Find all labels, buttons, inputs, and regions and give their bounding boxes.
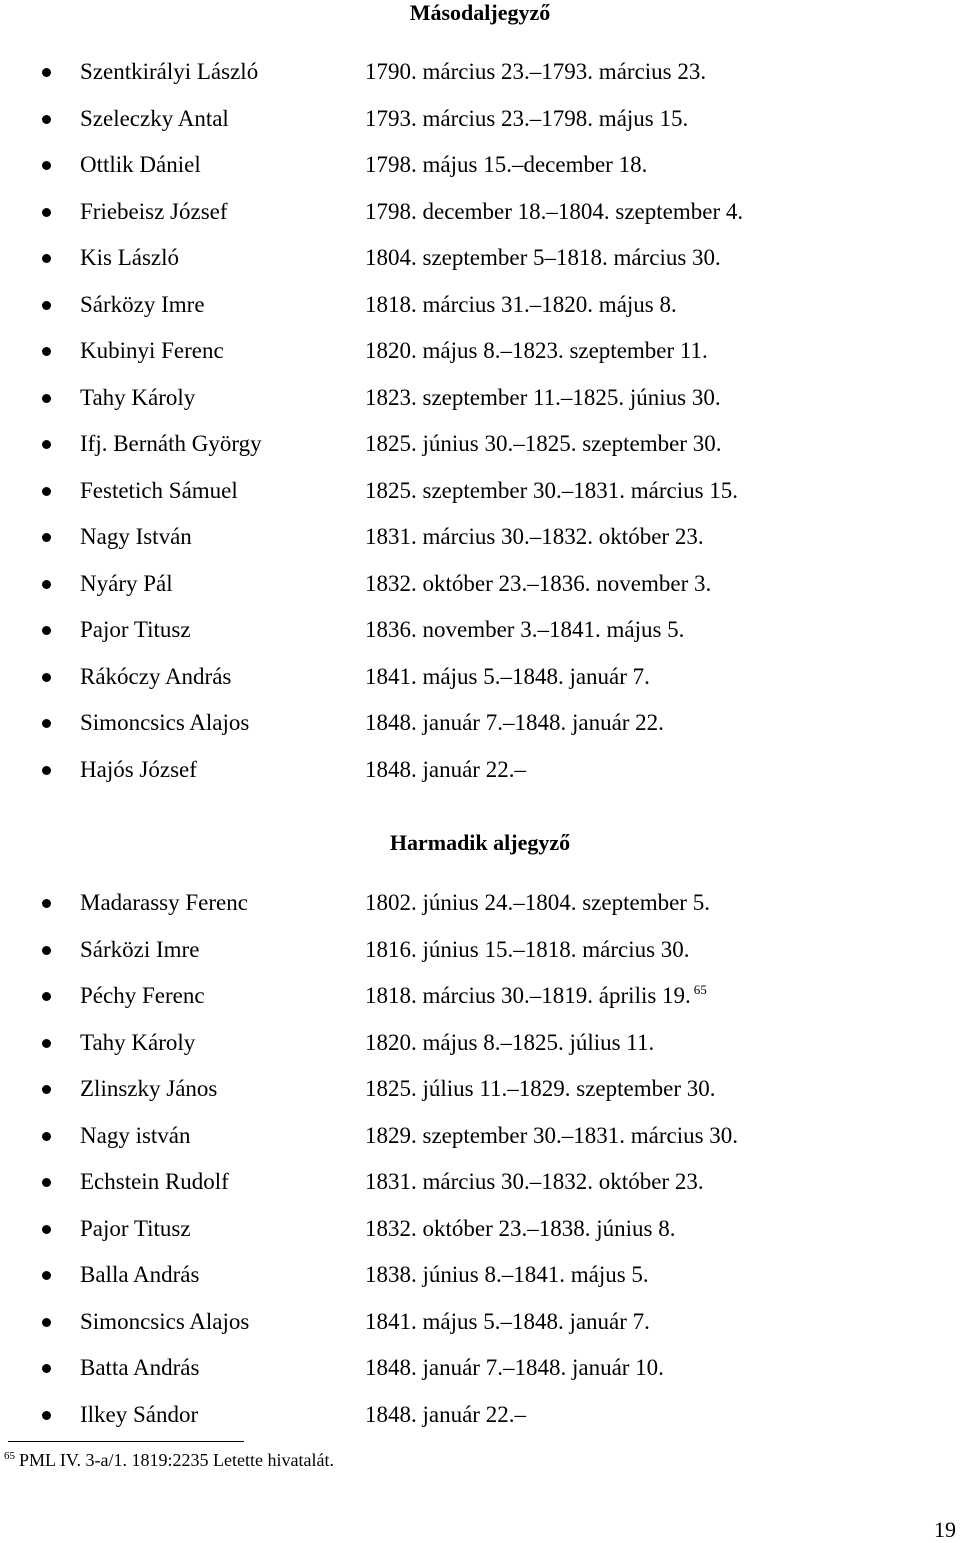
bullet-icon (42, 347, 51, 356)
term-dates-text: 1820. május 8.–1823. szeptember 11. (365, 338, 708, 363)
list-item (0, 708, 960, 755)
term-dates (365, 290, 677, 320)
term-dates (365, 1400, 526, 1430)
list-item (0, 615, 960, 662)
bullet-icon (42, 394, 51, 403)
list-item (0, 1260, 960, 1307)
list-item (0, 935, 960, 982)
term-dates-text: 1823. szeptember 11.–1825. június 30. (365, 384, 721, 410)
term-dates-text: 1829. szeptember 30.–1831. március 30. (365, 1122, 739, 1148)
list-item (0, 197, 960, 244)
bullet-icon (42, 719, 51, 728)
term-dates (365, 522, 704, 552)
person-name: Sárközi Imre (80, 936, 200, 962)
list-item (0, 888, 960, 935)
person-name: Simoncsics Alajos (80, 710, 250, 735)
list-item (0, 662, 960, 709)
list-item (0, 243, 960, 290)
list-item (0, 569, 960, 616)
person-name: Nagy István (80, 524, 192, 549)
list-item (0, 522, 960, 569)
list-item (0, 755, 960, 802)
person-name: Tahy Károly (80, 1029, 196, 1055)
person-name: Simoncsics Alajos (80, 1308, 250, 1334)
bullet-icon (42, 626, 51, 635)
list-item (0, 336, 960, 383)
term-dates-text: 1831. március 30.–1832. október 23. (365, 1169, 704, 1194)
bullet-icon (42, 766, 51, 775)
term-dates-text: 1790. március 23.–1793. március 23. (365, 59, 707, 84)
bullet-icon (42, 1271, 51, 1280)
bullet-icon (42, 946, 51, 955)
person-name: Pajor Titusz (80, 617, 191, 642)
footnote (4, 1448, 334, 1472)
person-name: Nagy istván (80, 1122, 191, 1148)
person-name: Szentkirályi László (80, 59, 259, 84)
footnote-separator (8, 1441, 244, 1442)
term-dates-text: 1841. május 5.–1848. január 7. (365, 1308, 650, 1334)
person-name: Kubinyi Ferenc (80, 338, 224, 363)
term-dates-text: 1818. március 30.–1819. április 19. (365, 983, 691, 1008)
term-dates-text: 1804. szeptember 5–1818. március 30. (365, 245, 721, 270)
term-dates (365, 1214, 676, 1244)
bullet-icon (42, 1318, 51, 1327)
bullet-icon (42, 673, 51, 682)
term-dates (365, 243, 721, 273)
bullet-icon (42, 1411, 51, 1420)
bullet-icon (42, 992, 51, 1001)
footnote-reference[interactable]: 65 (693, 982, 707, 998)
bullet-icon (42, 254, 51, 263)
term-dates (365, 336, 708, 366)
section-title-harmadik-aljegyzo: Harmadik aljegyző (389, 830, 571, 855)
person-name: Balla András (80, 1262, 200, 1287)
term-dates (365, 1074, 716, 1104)
term-dates-text: 1798. december 18.–1804. szeptember 4. (365, 198, 744, 224)
term-dates-text: 1848. január 22.– (365, 1401, 526, 1427)
term-dates (365, 615, 684, 645)
bullet-icon (42, 899, 51, 908)
person-name: Madarassy Ferenc (80, 890, 248, 915)
term-dates-text: 1825. június 30.–1825. szeptember 30. (365, 431, 722, 456)
term-dates (365, 755, 526, 785)
term-dates-text: 1818. március 31.–1820. május 8. (365, 291, 677, 317)
bullet-icon (42, 440, 51, 449)
footnote-number: 65 (4, 1450, 15, 1462)
bullet-icon (42, 1085, 51, 1094)
term-dates (365, 383, 721, 413)
person-name: Festetich Sámuel (80, 477, 238, 503)
person-name: Ottlik Dániel (80, 152, 201, 177)
person-name: Ilkey Sándor (80, 1401, 199, 1427)
list-item (0, 383, 960, 430)
term-dates (365, 429, 721, 459)
person-name: Péchy Ferenc (80, 983, 205, 1008)
bullet-icon (42, 161, 51, 170)
section-title-masodaljegyzo: Másodaljegyző (409, 0, 551, 25)
term-dates-text: 1838. június 8.–1841. május 5. (365, 1262, 649, 1287)
term-dates (365, 935, 690, 965)
bullet-icon (42, 487, 51, 496)
term-dates (365, 888, 710, 918)
person-name: Hajós József (80, 756, 197, 782)
list-item (0, 1074, 960, 1121)
bullet-icon (42, 1225, 51, 1234)
page-number: 19 (934, 1517, 956, 1542)
person-name: Tahy Károly (80, 384, 196, 410)
term-dates (365, 150, 647, 180)
term-dates-text: 1832. október 23.–1836. november 3. (365, 570, 712, 596)
term-dates-text: 1825. július 11.–1829. szeptember 30. (365, 1076, 716, 1101)
term-dates (365, 104, 688, 134)
person-name: Szeleczky Antal (80, 105, 229, 131)
term-dates-text: 1798. május 15.–december 18. (365, 152, 648, 177)
term-dates (365, 1307, 650, 1337)
bullet-icon (42, 301, 51, 310)
bullet-icon (42, 533, 51, 542)
list-item (0, 429, 960, 476)
list-item (0, 1121, 960, 1168)
term-dates (365, 569, 711, 599)
term-dates-text: 1848. január 7.–1848. január 22. (365, 710, 664, 735)
term-dates (365, 1167, 704, 1197)
person-name: Friebeisz József (80, 198, 228, 224)
term-dates-text: 1793. március 23.–1798. május 15. (365, 105, 689, 131)
person-name: Pajor Titusz (80, 1215, 191, 1241)
list-item (0, 290, 960, 337)
list-item (0, 57, 960, 104)
list-item (0, 1307, 960, 1354)
list-item (0, 1400, 960, 1447)
list-item (0, 1214, 960, 1261)
bullet-icon (42, 580, 51, 589)
term-dates (365, 197, 743, 227)
term-dates-text: 1820. május 8.–1825. július 11. (365, 1029, 655, 1055)
person-name: Zlinszky János (80, 1076, 218, 1101)
list-item (0, 150, 960, 197)
term-dates-text: 1825. szeptember 30.–1831. március 15. (365, 477, 739, 503)
term-dates-text: 1848. január 7.–1848. január 10. (365, 1355, 664, 1380)
person-name: Batta András (80, 1355, 200, 1380)
bullet-icon (42, 1039, 51, 1048)
term-dates (365, 1353, 664, 1383)
bullet-icon (42, 115, 51, 124)
person-name: Nyáry Pál (80, 570, 173, 596)
person-name: Sárközy Imre (80, 291, 205, 317)
term-dates (365, 57, 706, 87)
term-dates-text: 1831. március 30.–1832. október 23. (365, 524, 704, 549)
term-dates-text: 1848. január 22.– (365, 756, 526, 782)
person-name: Rákóczy András (80, 663, 232, 689)
term-dates (365, 708, 664, 738)
list-item (0, 1167, 960, 1214)
list-item (0, 104, 960, 151)
term-dates-text: 1802. június 24.–1804. szeptember 5. (365, 890, 710, 915)
footnote-text: PML IV. 3-a/1. 1819:2235 Letette hivatalát. (19, 1450, 334, 1470)
person-name: Kis László (80, 245, 180, 270)
term-dates-text: 1832. október 23.–1838. június 8. (365, 1215, 676, 1241)
bullet-icon (42, 68, 51, 77)
bullet-icon (42, 1132, 51, 1141)
term-dates (365, 981, 707, 1011)
term-dates-text: 1841. május 5.–1848. január 7. (365, 663, 650, 689)
term-dates (365, 1260, 649, 1290)
list-item (0, 1028, 960, 1075)
term-dates-text: 1836. november 3.–1841. május 5. (365, 617, 685, 642)
term-dates (365, 476, 738, 506)
list-item (0, 981, 960, 1028)
list-item (0, 476, 960, 523)
term-dates (365, 1121, 738, 1151)
bullet-icon (42, 1178, 51, 1187)
bullet-icon (42, 208, 51, 217)
term-dates-text: 1816. június 15.–1818. március 30. (365, 936, 690, 962)
list-item (0, 1353, 960, 1400)
person-name: Ifj. Bernáth György (80, 431, 262, 456)
term-dates (365, 662, 650, 692)
bullet-icon (42, 1364, 51, 1373)
term-dates (365, 1028, 654, 1058)
person-name: Echstein Rudolf (80, 1169, 229, 1194)
